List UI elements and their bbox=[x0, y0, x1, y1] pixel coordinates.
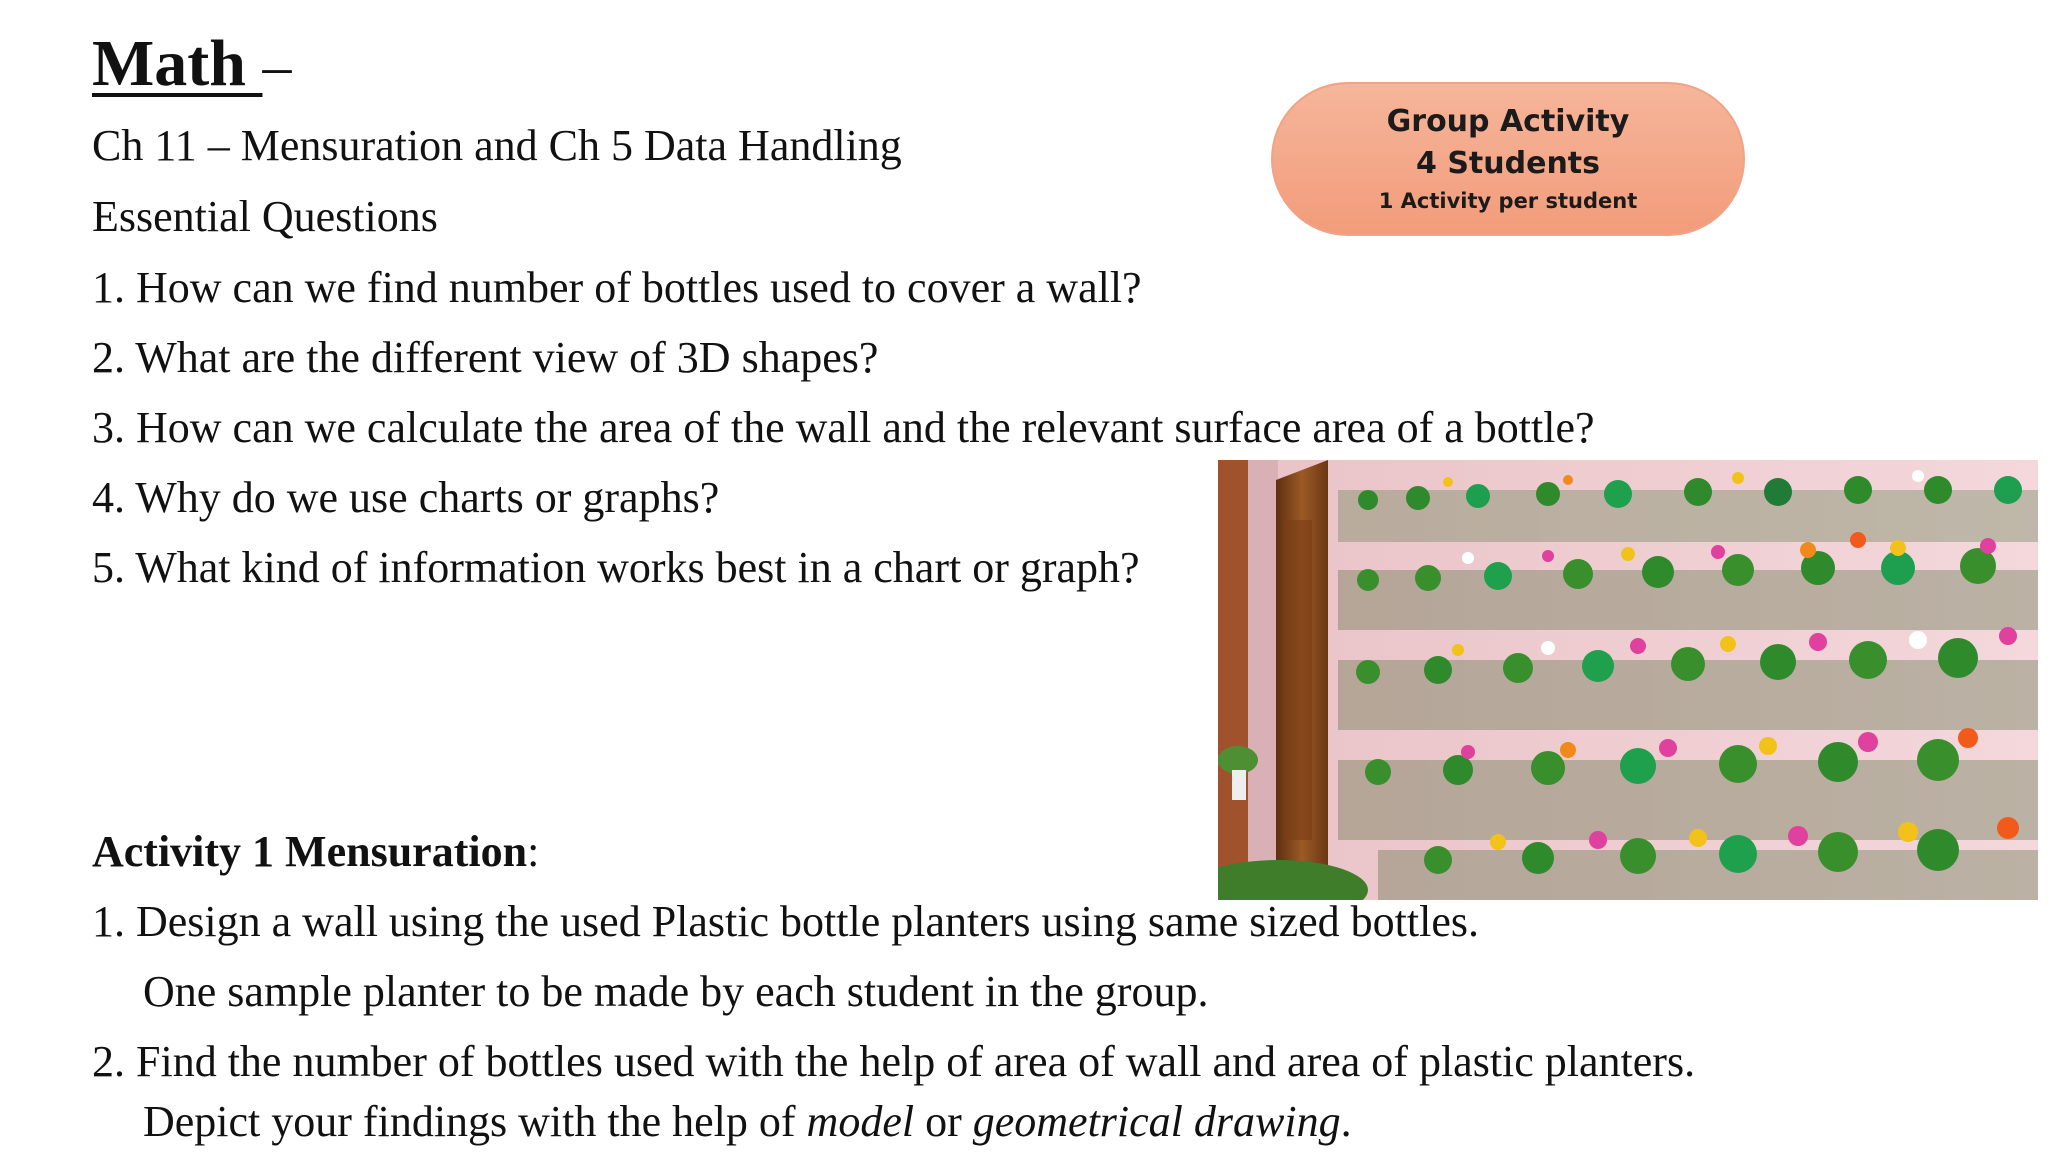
item2-or: or bbox=[914, 1097, 973, 1146]
question-item: 2. What are the different view of 3D shapes? bbox=[92, 333, 879, 382]
activity-item-2-continuation bbox=[143, 1094, 1352, 1150]
activity-heading-text: Activity 1 Mensuration bbox=[92, 827, 528, 876]
question-item: 3. How can we calculate the area of the wall and the relevant surface area of a bottle? bbox=[92, 403, 1595, 452]
badge-title: Group Activity bbox=[1386, 104, 1630, 139]
question-item: 1. How can we find number of bottles used to cover a wall? bbox=[92, 263, 1142, 312]
question-item: 5. What kind of information works best in a chart or graph? bbox=[92, 543, 1140, 592]
activity-item-1: 1. Design a wall using the used Plastic bottle planters using same sized bottles. bbox=[92, 897, 1479, 946]
title-math: Math bbox=[92, 27, 263, 100]
essential-questions-heading: Essential Questions bbox=[92, 192, 438, 241]
chapter-subtitle: Ch 11 – Mensuration and Ch 5 Data Handling bbox=[92, 121, 902, 170]
activity-heading-colon: : bbox=[527, 827, 540, 876]
item2-model: model bbox=[806, 1097, 915, 1146]
badge-students: 4 Students bbox=[1416, 146, 1600, 181]
activity-item-2: 2. Find the number of bottles used with the help of area of wall and area of plastic planters. bbox=[92, 1037, 1696, 1086]
bottle-planter-wall-photo bbox=[1218, 460, 2038, 900]
title-dash: – bbox=[262, 33, 292, 98]
activity-heading bbox=[92, 824, 539, 880]
item2-period: . bbox=[1340, 1097, 1352, 1146]
badge-note: 1 Activity per student bbox=[1378, 189, 1638, 213]
group-activity-badge bbox=[1271, 82, 1745, 236]
item2-geometrical-drawing: geometrical drawing bbox=[972, 1097, 1341, 1146]
question-item: 4. Why do we use charts or graphs? bbox=[92, 473, 720, 522]
slide-title bbox=[92, 24, 291, 106]
activity-item-1-continuation: One sample planter to be made by each student in the group. bbox=[143, 967, 1209, 1016]
item2-text-a: Depict your findings with the help of bbox=[143, 1097, 807, 1146]
